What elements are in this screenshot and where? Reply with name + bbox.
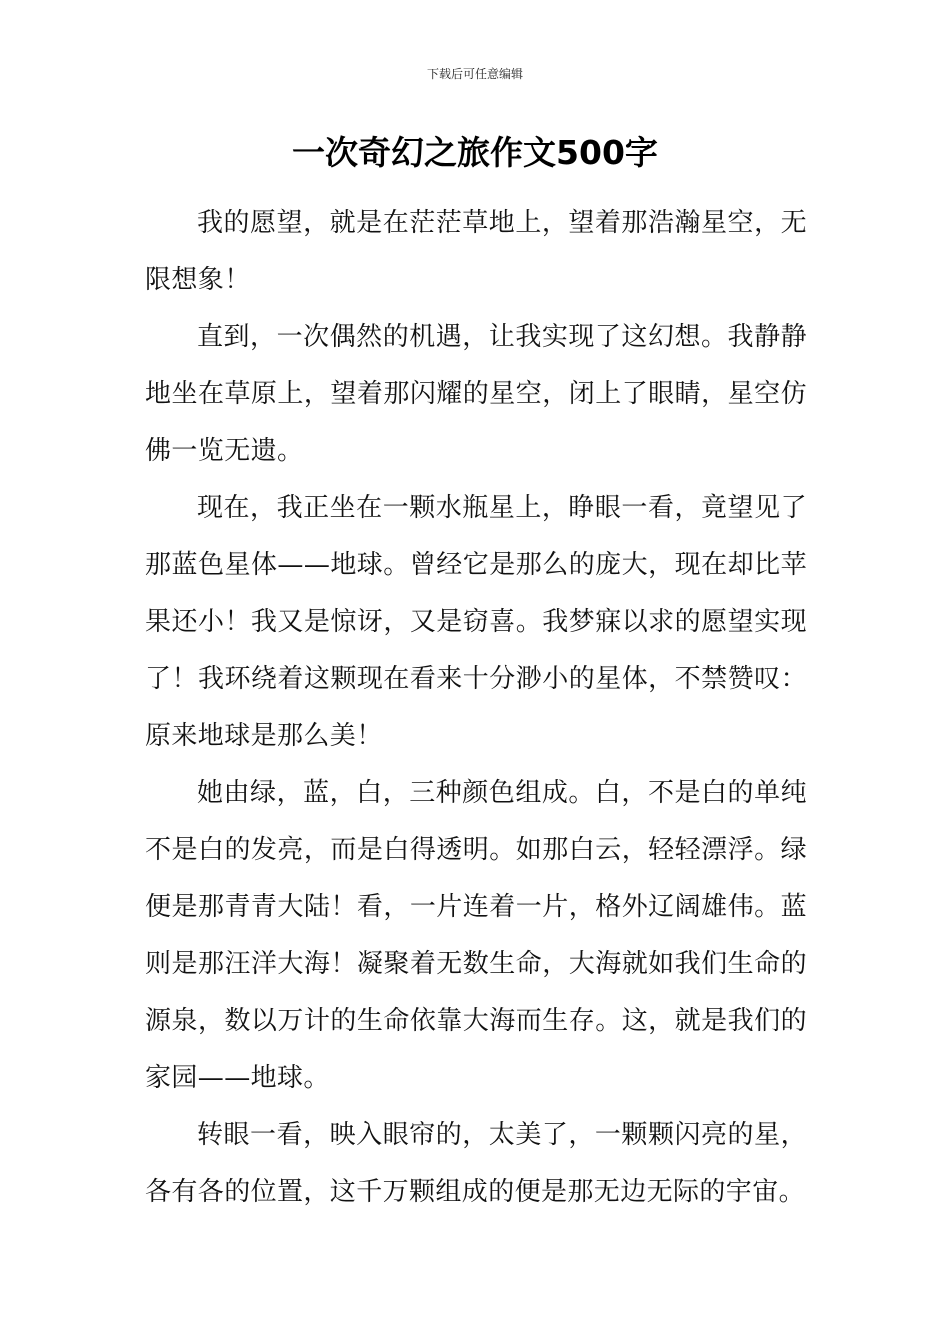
paragraph: 她由绿，蓝，白，三种颜色组成。白，不是白的单纯不是白的发亮，而是白得透明。如那白云，轻轻漂浮。绿便是那青青大陆！看，一片连着一片，格外辽阔雄伟。蓝则是那汪洋大海！凝聚着无数生命，大海就如我们生命的源泉，数以万计的生命依靠大海而生存。这，就是我们的家园——地球。 bbox=[145, 778, 807, 1093]
essay-body bbox=[145, 195, 807, 1221]
paragraph: 直到，一次偶然的机遇，让我实现了这幻想。我静静地坐在草原上，望着那闪耀的星空，闭上了眼睛，星空仿佛一览无遗。 bbox=[145, 322, 807, 466]
paragraph: 我的愿望，就是在茫茫草地上，望着那浩瀚星空，无限想象！ bbox=[145, 208, 807, 295]
document-title: 一次奇幻之旅作文500字 bbox=[292, 133, 658, 172]
paragraph: 转眼一看，映入眼帘的，太美了，一颗颗闪亮的星，各有各的位置，这千万颗组成的便是那无边无际的宇宙。 bbox=[145, 1120, 807, 1207]
paragraph: 现在，我正坐在一颗水瓶星上，睁眼一看，竟望见了那蓝色星体——地球。曾经它是那么的庞大，现在却比苹果还小！我又是惊讶，又是窃喜。我梦寐以求的愿望实现了！我环绕着这颗现在看来十分渺小的星体，不禁赞叹：原来地球是那么美！ bbox=[145, 493, 807, 751]
header-note: 下载后可任意编辑 bbox=[426, 67, 523, 81]
